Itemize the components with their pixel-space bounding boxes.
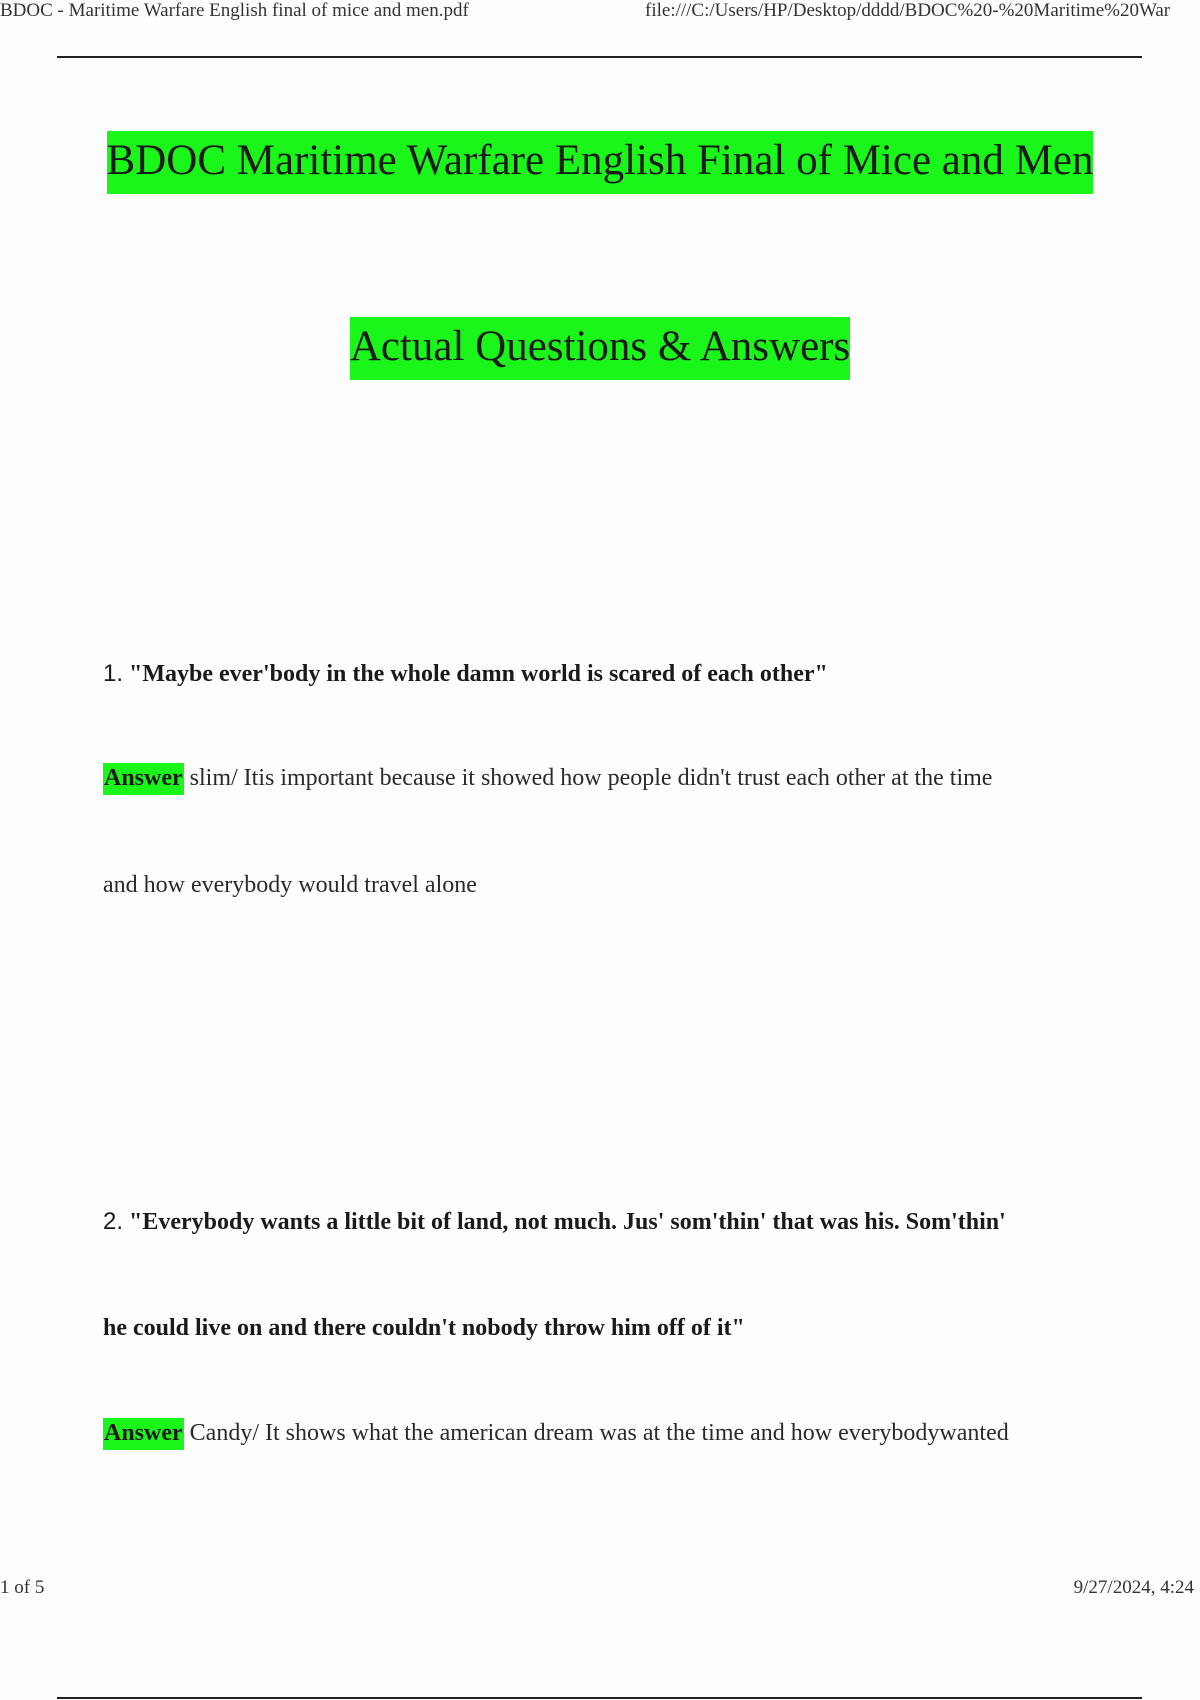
question-text: "Maybe ever'body in the whole damn world is scared of each other" [129,661,828,687]
question-2-continued: he could live on and there couldn't nobody throw him off of it" [103,1315,745,1341]
question-number: 1. [103,660,124,687]
answer-1-continued: and how everybody would travel alone [103,872,477,898]
print-header-title: BDOC - Maritime Warfare English final of mice and men.pdf [0,0,469,21]
print-footer-page: 1 of 5 [0,1577,45,1598]
answer-label: Answer [103,763,184,795]
question-text: "Everybody wants a little bit of land, not much. Jus' som'thin' that was his. Som'thin' [129,1209,1006,1235]
question-2 [103,1208,1143,1236]
print-footer-datetime: 9/27/2024, 4:24 [1073,1577,1194,1598]
title-line-2: Actual Questions & Answers [350,317,850,380]
document-subtitle [0,322,1200,371]
question-1 [103,660,1143,688]
answer-text: slim/ Itis important because it showed how people didn't trust each other at the time [183,765,993,791]
bottom-divider [57,1697,1142,1699]
answer-label: Answer [103,1418,184,1450]
document-title [0,136,1200,185]
question-number: 2. [103,1208,124,1235]
title-line-1: BDOC Maritime Warfare English Final of Mice and Men [107,131,1094,194]
print-header-url: file:///C:/Users/HP/Desktop/dddd/BDOC%20-%20Maritime%20War [645,0,1171,21]
answer-text: Candy/ It shows what the american dream was at the time and how everybodywanted [183,1420,1009,1446]
answer-2 [103,1420,1143,1447]
top-divider [57,56,1142,58]
answer-1 [103,765,1143,792]
